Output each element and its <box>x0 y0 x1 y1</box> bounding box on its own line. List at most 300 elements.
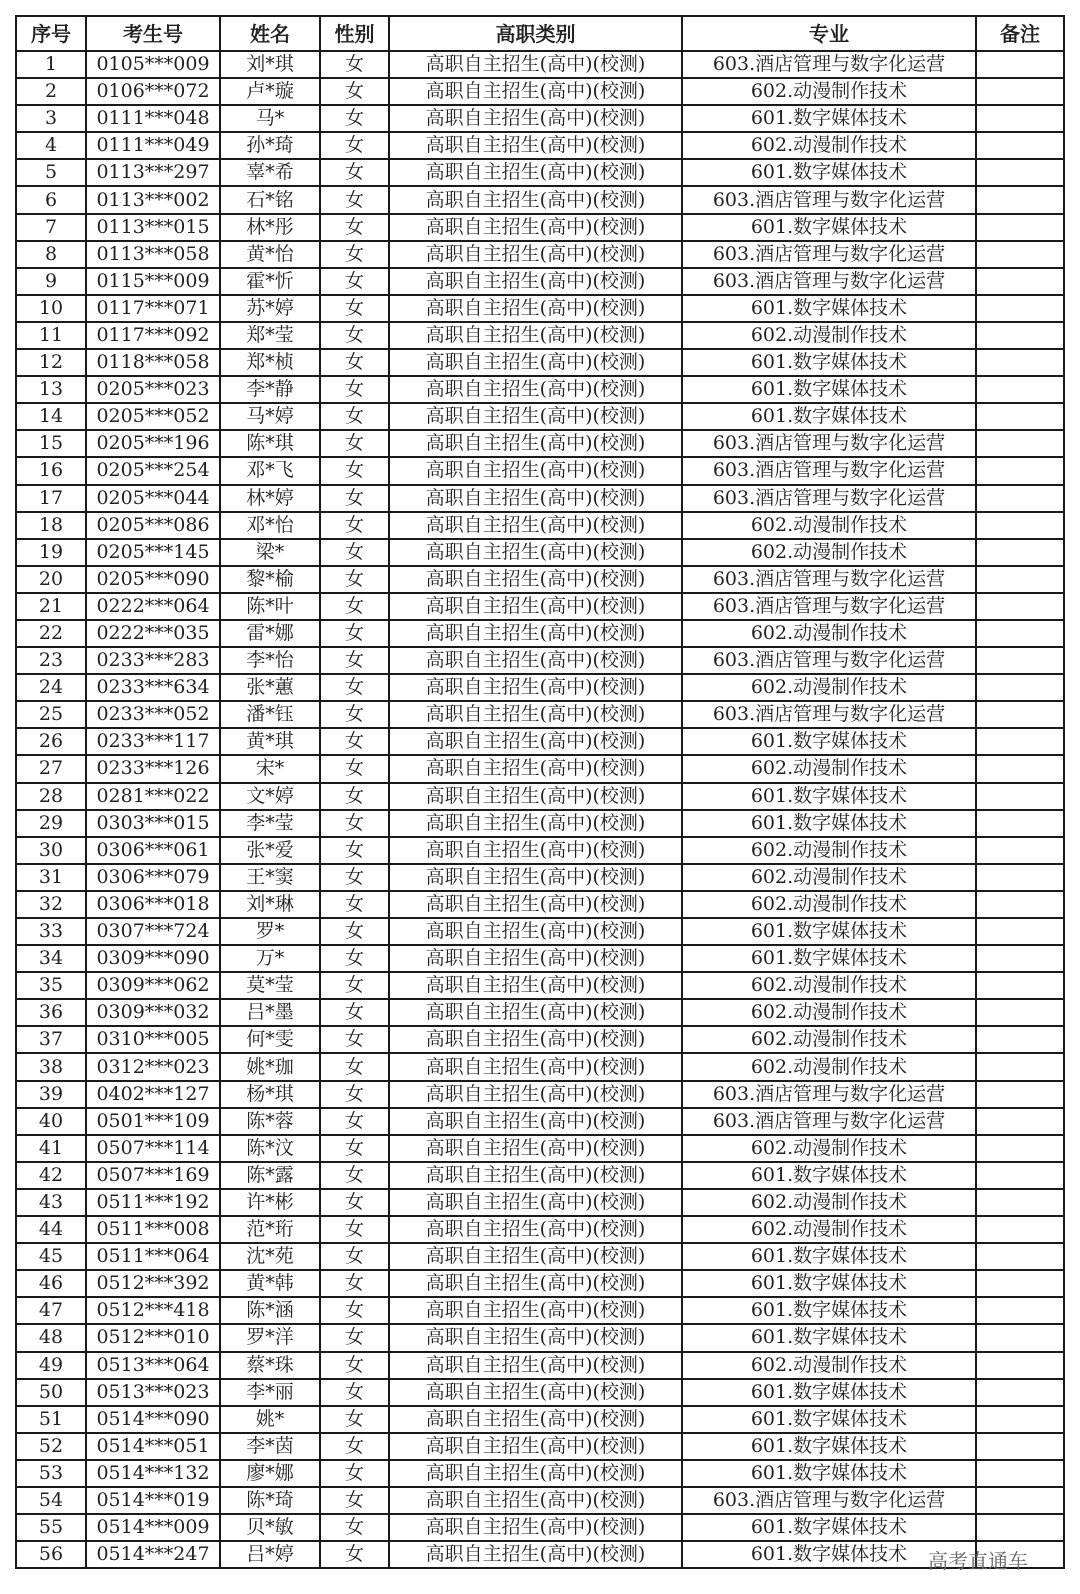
cell-index: 54 <box>16 1487 86 1514</box>
cell-index: 27 <box>16 755 86 782</box>
cell-category: 高职自主招生(高中)(校测) <box>389 945 682 972</box>
cell-name: 陈*涵 <box>220 1297 320 1324</box>
cell-candidate-id: 0113***058 <box>86 241 220 268</box>
cell-major: 602.动漫制作技术 <box>682 999 976 1026</box>
cell-major: 601.数字媒体技术 <box>682 1541 976 1568</box>
cell-major: 603.酒店管理与数字化运营 <box>682 485 976 512</box>
table-row <box>16 701 1064 728</box>
cell-major: 601.数字媒体技术 <box>682 728 976 755</box>
cell-index: 29 <box>16 810 86 837</box>
cell-index: 52 <box>16 1433 86 1460</box>
cell-gender: 女 <box>320 268 389 295</box>
cell-candidate-id: 0233***283 <box>86 647 220 674</box>
cell-candidate-id: 0117***071 <box>86 295 220 322</box>
cell-candidate-id: 0113***015 <box>86 214 220 241</box>
cell-remarks <box>976 214 1064 241</box>
cell-category: 高职自主招生(高中)(校测) <box>389 1135 682 1162</box>
cell-index: 14 <box>16 403 86 430</box>
cell-index: 6 <box>16 186 86 213</box>
table-row <box>16 1270 1064 1297</box>
cell-major: 601.数字媒体技术 <box>682 105 976 132</box>
cell-gender: 女 <box>320 322 389 349</box>
table-row <box>16 1108 1064 1135</box>
cell-index: 33 <box>16 918 86 945</box>
table-row <box>16 1297 1064 1324</box>
table-row <box>16 999 1064 1026</box>
cell-major: 602.动漫制作技术 <box>682 755 976 782</box>
cell-category: 高职自主招生(高中)(校测) <box>389 755 682 782</box>
cell-major: 603.酒店管理与数字化运营 <box>682 430 976 457</box>
cell-name: 辜*希 <box>220 159 320 186</box>
cell-gender: 女 <box>320 1216 389 1243</box>
cell-gender: 女 <box>320 701 389 728</box>
cell-major: 602.动漫制作技术 <box>682 864 976 891</box>
cell-major: 603.酒店管理与数字化运营 <box>682 241 976 268</box>
cell-category: 高职自主招生(高中)(校测) <box>389 864 682 891</box>
table-row <box>16 1514 1064 1541</box>
cell-name: 王*窦 <box>220 864 320 891</box>
cell-name: 张*蕙 <box>220 674 320 701</box>
cell-remarks <box>976 78 1064 105</box>
cell-name: 李*怡 <box>220 647 320 674</box>
cell-category: 高职自主招生(高中)(校测) <box>389 512 682 539</box>
cell-major: 603.酒店管理与数字化运营 <box>682 593 976 620</box>
table-row <box>16 837 1064 864</box>
cell-remarks <box>976 783 1064 810</box>
cell-index: 4 <box>16 132 86 159</box>
table-row <box>16 1487 1064 1514</box>
table-row <box>16 457 1064 484</box>
cell-name: 陈*琪 <box>220 430 320 457</box>
cell-major: 603.酒店管理与数字化运营 <box>682 701 976 728</box>
cell-candidate-id: 0512***418 <box>86 1297 220 1324</box>
cell-major: 602.动漫制作技术 <box>682 837 976 864</box>
cell-index: 11 <box>16 322 86 349</box>
cell-name: 刘*琳 <box>220 891 320 918</box>
cell-major: 601.数字媒体技术 <box>682 214 976 241</box>
cell-category: 高职自主招生(高中)(校测) <box>389 539 682 566</box>
cell-gender: 女 <box>320 159 389 186</box>
cell-candidate-id: 0507***114 <box>86 1135 220 1162</box>
admission-list-table <box>15 15 1065 1569</box>
cell-name: 马* <box>220 105 320 132</box>
cell-index: 45 <box>16 1243 86 1270</box>
cell-gender: 女 <box>320 972 389 999</box>
cell-index: 40 <box>16 1108 86 1135</box>
cell-index: 49 <box>16 1352 86 1379</box>
cell-major: 603.酒店管理与数字化运营 <box>682 51 976 78</box>
cell-category: 高职自主招生(高中)(校测) <box>389 1081 682 1108</box>
cell-index: 12 <box>16 349 86 376</box>
cell-major: 603.酒店管理与数字化运营 <box>682 566 976 593</box>
cell-category: 高职自主招生(高中)(校测) <box>389 783 682 810</box>
cell-category: 高职自主招生(高中)(校测) <box>389 566 682 593</box>
cell-candidate-id: 0514***247 <box>86 1541 220 1568</box>
table-row <box>16 1135 1064 1162</box>
cell-candidate-id: 0113***297 <box>86 159 220 186</box>
cell-index: 22 <box>16 620 86 647</box>
cell-major: 601.数字媒体技术 <box>682 1270 976 1297</box>
cell-name: 何*雯 <box>220 1026 320 1053</box>
table-row <box>16 674 1064 701</box>
cell-major: 601.数字媒体技术 <box>682 1243 976 1270</box>
cell-index: 28 <box>16 783 86 810</box>
table-row <box>16 972 1064 999</box>
table-row <box>16 1243 1064 1270</box>
cell-category: 高职自主招生(高中)(校测) <box>389 972 682 999</box>
cell-major: 601.数字媒体技术 <box>682 783 976 810</box>
cell-gender: 女 <box>320 1135 389 1162</box>
cell-name: 沈*苑 <box>220 1243 320 1270</box>
cell-candidate-id: 0205***196 <box>86 430 220 457</box>
cell-category: 高职自主招生(高中)(校测) <box>389 457 682 484</box>
cell-remarks <box>976 1216 1064 1243</box>
cell-category: 高职自主招生(高中)(校测) <box>389 132 682 159</box>
cell-category: 高职自主招生(高中)(校测) <box>389 918 682 945</box>
cell-name: 蔡*珠 <box>220 1352 320 1379</box>
cell-name: 陈*露 <box>220 1162 320 1189</box>
cell-candidate-id: 0222***035 <box>86 620 220 647</box>
cell-major: 603.酒店管理与数字化运营 <box>682 457 976 484</box>
cell-candidate-id: 0513***023 <box>86 1379 220 1406</box>
cell-category: 高职自主招生(高中)(校测) <box>389 1162 682 1189</box>
cell-candidate-id: 0205***090 <box>86 566 220 593</box>
cell-category: 高职自主招生(高中)(校测) <box>389 810 682 837</box>
table-row <box>16 78 1064 105</box>
cell-index: 51 <box>16 1406 86 1433</box>
cell-major: 601.数字媒体技术 <box>682 159 976 186</box>
table-row <box>16 864 1064 891</box>
table-row <box>16 241 1064 268</box>
cell-major: 601.数字媒体技术 <box>682 1324 976 1351</box>
cell-index: 23 <box>16 647 86 674</box>
cell-name: 黎*榆 <box>220 566 320 593</box>
cell-category: 高职自主招生(高中)(校测) <box>389 620 682 647</box>
cell-gender: 女 <box>320 1108 389 1135</box>
cell-major: 601.数字媒体技术 <box>682 1433 976 1460</box>
cell-major: 601.数字媒体技术 <box>682 349 976 376</box>
cell-gender: 女 <box>320 1026 389 1053</box>
cell-major: 603.酒店管理与数字化运营 <box>682 1487 976 1514</box>
cell-major: 601.数字媒体技术 <box>682 1514 976 1541</box>
cell-major: 603.酒店管理与数字化运营 <box>682 186 976 213</box>
cell-name: 邓*怡 <box>220 512 320 539</box>
cell-major: 603.酒店管理与数字化运营 <box>682 268 976 295</box>
cell-major: 601.数字媒体技术 <box>682 376 976 403</box>
cell-gender: 女 <box>320 376 389 403</box>
table-row <box>16 1433 1064 1460</box>
cell-name: 范*珩 <box>220 1216 320 1243</box>
cell-gender: 女 <box>320 837 389 864</box>
cell-category: 高职自主招生(高中)(校测) <box>389 78 682 105</box>
cell-remarks <box>976 1297 1064 1324</box>
table-row <box>16 620 1064 647</box>
cell-gender: 女 <box>320 647 389 674</box>
cell-category: 高职自主招生(高中)(校测) <box>389 837 682 864</box>
cell-index: 5 <box>16 159 86 186</box>
table-row <box>16 430 1064 457</box>
cell-candidate-id: 0281***022 <box>86 783 220 810</box>
cell-index: 3 <box>16 105 86 132</box>
cell-index: 15 <box>16 430 86 457</box>
cell-remarks <box>976 620 1064 647</box>
cell-category: 高职自主招生(高中)(校测) <box>389 268 682 295</box>
cell-gender: 女 <box>320 539 389 566</box>
cell-candidate-id: 0113***002 <box>86 186 220 213</box>
cell-category: 高职自主招生(高中)(校测) <box>389 1053 682 1080</box>
cell-index: 34 <box>16 945 86 972</box>
cell-candidate-id: 0222***064 <box>86 593 220 620</box>
cell-category: 高职自主招生(高中)(校测) <box>389 647 682 674</box>
cell-category: 高职自主招生(高中)(校测) <box>389 214 682 241</box>
cell-remarks <box>976 701 1064 728</box>
cell-candidate-id: 0514***132 <box>86 1460 220 1487</box>
cell-major: 601.数字媒体技术 <box>682 1406 976 1433</box>
header-major: 专业 <box>682 16 976 51</box>
cell-category: 高职自主招生(高中)(校测) <box>389 1352 682 1379</box>
cell-name: 林*婷 <box>220 485 320 512</box>
cell-index: 8 <box>16 241 86 268</box>
cell-remarks <box>976 1053 1064 1080</box>
cell-candidate-id: 0205***145 <box>86 539 220 566</box>
cell-remarks <box>976 999 1064 1026</box>
table-row <box>16 810 1064 837</box>
cell-gender: 女 <box>320 783 389 810</box>
cell-gender: 女 <box>320 1324 389 1351</box>
cell-category: 高职自主招生(高中)(校测) <box>389 1297 682 1324</box>
cell-gender: 女 <box>320 728 389 755</box>
cell-name: 邓*飞 <box>220 457 320 484</box>
cell-candidate-id: 0205***023 <box>86 376 220 403</box>
cell-index: 48 <box>16 1324 86 1351</box>
cell-major: 602.动漫制作技术 <box>682 620 976 647</box>
cell-remarks <box>976 593 1064 620</box>
cell-remarks <box>976 728 1064 755</box>
cell-major: 602.动漫制作技术 <box>682 1026 976 1053</box>
cell-major: 601.数字媒体技术 <box>682 945 976 972</box>
cell-major: 601.数字媒体技术 <box>682 403 976 430</box>
cell-index: 36 <box>16 999 86 1026</box>
cell-candidate-id: 0507***169 <box>86 1162 220 1189</box>
cell-name: 李*丽 <box>220 1379 320 1406</box>
cell-gender: 女 <box>320 1514 389 1541</box>
cell-remarks <box>976 457 1064 484</box>
cell-name: 吕*墨 <box>220 999 320 1026</box>
cell-category: 高职自主招生(高中)(校测) <box>389 349 682 376</box>
cell-name: 郑*桢 <box>220 349 320 376</box>
cell-candidate-id: 0512***392 <box>86 1270 220 1297</box>
cell-name: 贝*敏 <box>220 1514 320 1541</box>
cell-index: 20 <box>16 566 86 593</box>
cell-candidate-id: 0514***051 <box>86 1433 220 1460</box>
cell-candidate-id: 0402***127 <box>86 1081 220 1108</box>
cell-category: 高职自主招生(高中)(校测) <box>389 322 682 349</box>
cell-category: 高职自主招生(高中)(校测) <box>389 376 682 403</box>
cell-major: 601.数字媒体技术 <box>682 295 976 322</box>
cell-remarks <box>976 159 1064 186</box>
cell-remarks <box>976 295 1064 322</box>
cell-gender: 女 <box>320 945 389 972</box>
cell-remarks <box>976 918 1064 945</box>
cell-candidate-id: 0205***044 <box>86 485 220 512</box>
cell-candidate-id: 0111***049 <box>86 132 220 159</box>
cell-name: 马*婷 <box>220 403 320 430</box>
cell-index: 56 <box>16 1541 86 1568</box>
cell-gender: 女 <box>320 105 389 132</box>
cell-index: 50 <box>16 1379 86 1406</box>
cell-remarks <box>976 51 1064 78</box>
cell-candidate-id: 0111***048 <box>86 105 220 132</box>
cell-remarks <box>976 647 1064 674</box>
cell-gender: 女 <box>320 1081 389 1108</box>
table-row <box>16 1026 1064 1053</box>
cell-name: 郑*莹 <box>220 322 320 349</box>
table-row <box>16 918 1064 945</box>
cell-candidate-id: 0233***126 <box>86 755 220 782</box>
table-row <box>16 1216 1064 1243</box>
cell-name: 黄*韩 <box>220 1270 320 1297</box>
cell-candidate-id: 0512***010 <box>86 1324 220 1351</box>
cell-remarks <box>976 755 1064 782</box>
cell-major: 602.动漫制作技术 <box>682 78 976 105</box>
cell-name: 黄*琪 <box>220 728 320 755</box>
cell-major: 602.动漫制作技术 <box>682 891 976 918</box>
cell-category: 高职自主招生(高中)(校测) <box>389 1243 682 1270</box>
cell-name: 刘*琪 <box>220 51 320 78</box>
cell-gender: 女 <box>320 132 389 159</box>
cell-major: 602.动漫制作技术 <box>682 972 976 999</box>
header-category: 高职类别 <box>389 16 682 51</box>
cell-index: 37 <box>16 1026 86 1053</box>
cell-major: 603.酒店管理与数字化运营 <box>682 1081 976 1108</box>
cell-index: 10 <box>16 295 86 322</box>
cell-index: 30 <box>16 837 86 864</box>
cell-name: 陈*蓉 <box>220 1108 320 1135</box>
cell-remarks <box>976 810 1064 837</box>
cell-remarks <box>976 1270 1064 1297</box>
cell-gender: 女 <box>320 755 389 782</box>
cell-index: 16 <box>16 457 86 484</box>
cell-remarks <box>976 1406 1064 1433</box>
cell-index: 7 <box>16 214 86 241</box>
cell-major: 602.动漫制作技术 <box>682 1352 976 1379</box>
cell-name: 霍*忻 <box>220 268 320 295</box>
cell-index: 13 <box>16 376 86 403</box>
cell-name: 杨*琪 <box>220 1081 320 1108</box>
cell-name: 苏*婷 <box>220 295 320 322</box>
cell-gender: 女 <box>320 620 389 647</box>
cell-candidate-id: 0205***086 <box>86 512 220 539</box>
cell-category: 高职自主招生(高中)(校测) <box>389 51 682 78</box>
cell-index: 43 <box>16 1189 86 1216</box>
cell-index: 2 <box>16 78 86 105</box>
cell-candidate-id: 0511***192 <box>86 1189 220 1216</box>
cell-candidate-id: 0117***092 <box>86 322 220 349</box>
cell-major: 601.数字媒体技术 <box>682 1297 976 1324</box>
table-row <box>16 783 1064 810</box>
header-remarks: 备注 <box>976 16 1064 51</box>
cell-gender: 女 <box>320 457 389 484</box>
table-row <box>16 593 1064 620</box>
cell-major: 602.动漫制作技术 <box>682 1053 976 1080</box>
cell-gender: 女 <box>320 1406 389 1433</box>
cell-category: 高职自主招生(高中)(校测) <box>389 1270 682 1297</box>
cell-remarks <box>976 1514 1064 1541</box>
cell-candidate-id: 0514***019 <box>86 1487 220 1514</box>
cell-gender: 女 <box>320 512 389 539</box>
table-row <box>16 51 1064 78</box>
cell-gender: 女 <box>320 1053 389 1080</box>
cell-remarks <box>976 891 1064 918</box>
cell-remarks <box>976 186 1064 213</box>
cell-gender: 女 <box>320 999 389 1026</box>
header-gender: 性别 <box>320 16 389 51</box>
cell-remarks <box>976 1243 1064 1270</box>
cell-remarks <box>976 1026 1064 1053</box>
cell-name: 罗*洋 <box>220 1324 320 1351</box>
table-row <box>16 485 1064 512</box>
cell-remarks <box>976 566 1064 593</box>
cell-major: 601.数字媒体技术 <box>682 1379 976 1406</box>
cell-candidate-id: 0306***061 <box>86 837 220 864</box>
cell-gender: 女 <box>320 1297 389 1324</box>
cell-category: 高职自主招生(高中)(校测) <box>389 1487 682 1514</box>
cell-index: 35 <box>16 972 86 999</box>
cell-gender: 女 <box>320 1189 389 1216</box>
cell-name: 宋* <box>220 755 320 782</box>
cell-remarks <box>976 105 1064 132</box>
cell-index: 44 <box>16 1216 86 1243</box>
cell-category: 高职自主招生(高中)(校测) <box>389 674 682 701</box>
cell-name: 姚* <box>220 1406 320 1433</box>
table-row <box>16 1324 1064 1351</box>
cell-candidate-id: 0118***058 <box>86 349 220 376</box>
cell-category: 高职自主招生(高中)(校测) <box>389 1108 682 1135</box>
cell-candidate-id: 0514***090 <box>86 1406 220 1433</box>
cell-candidate-id: 0205***254 <box>86 457 220 484</box>
cell-remarks <box>976 349 1064 376</box>
cell-candidate-id: 0309***062 <box>86 972 220 999</box>
cell-gender: 女 <box>320 593 389 620</box>
cell-name: 石*铭 <box>220 186 320 213</box>
cell-index: 41 <box>16 1135 86 1162</box>
cell-candidate-id: 0513***064 <box>86 1352 220 1379</box>
cell-gender: 女 <box>320 51 389 78</box>
cell-candidate-id: 0306***079 <box>86 864 220 891</box>
cell-category: 高职自主招生(高中)(校测) <box>389 1433 682 1460</box>
cell-category: 高职自主招生(高中)(校测) <box>389 593 682 620</box>
cell-remarks <box>976 1433 1064 1460</box>
table-row <box>16 728 1064 755</box>
table-row <box>16 295 1064 322</box>
cell-category: 高职自主招生(高中)(校测) <box>389 701 682 728</box>
cell-gender: 女 <box>320 78 389 105</box>
cell-major: 602.动漫制作技术 <box>682 674 976 701</box>
cell-candidate-id: 0303***015 <box>86 810 220 837</box>
table-row <box>16 322 1064 349</box>
cell-remarks <box>976 1108 1064 1135</box>
cell-candidate-id: 0233***634 <box>86 674 220 701</box>
cell-remarks <box>976 1352 1064 1379</box>
cell-major: 603.酒店管理与数字化运营 <box>682 647 976 674</box>
cell-index: 47 <box>16 1297 86 1324</box>
cell-remarks <box>976 1324 1064 1351</box>
cell-gender: 女 <box>320 430 389 457</box>
cell-name: 李*莹 <box>220 810 320 837</box>
table-row <box>16 403 1064 430</box>
cell-candidate-id: 0511***064 <box>86 1243 220 1270</box>
cell-index: 53 <box>16 1460 86 1487</box>
